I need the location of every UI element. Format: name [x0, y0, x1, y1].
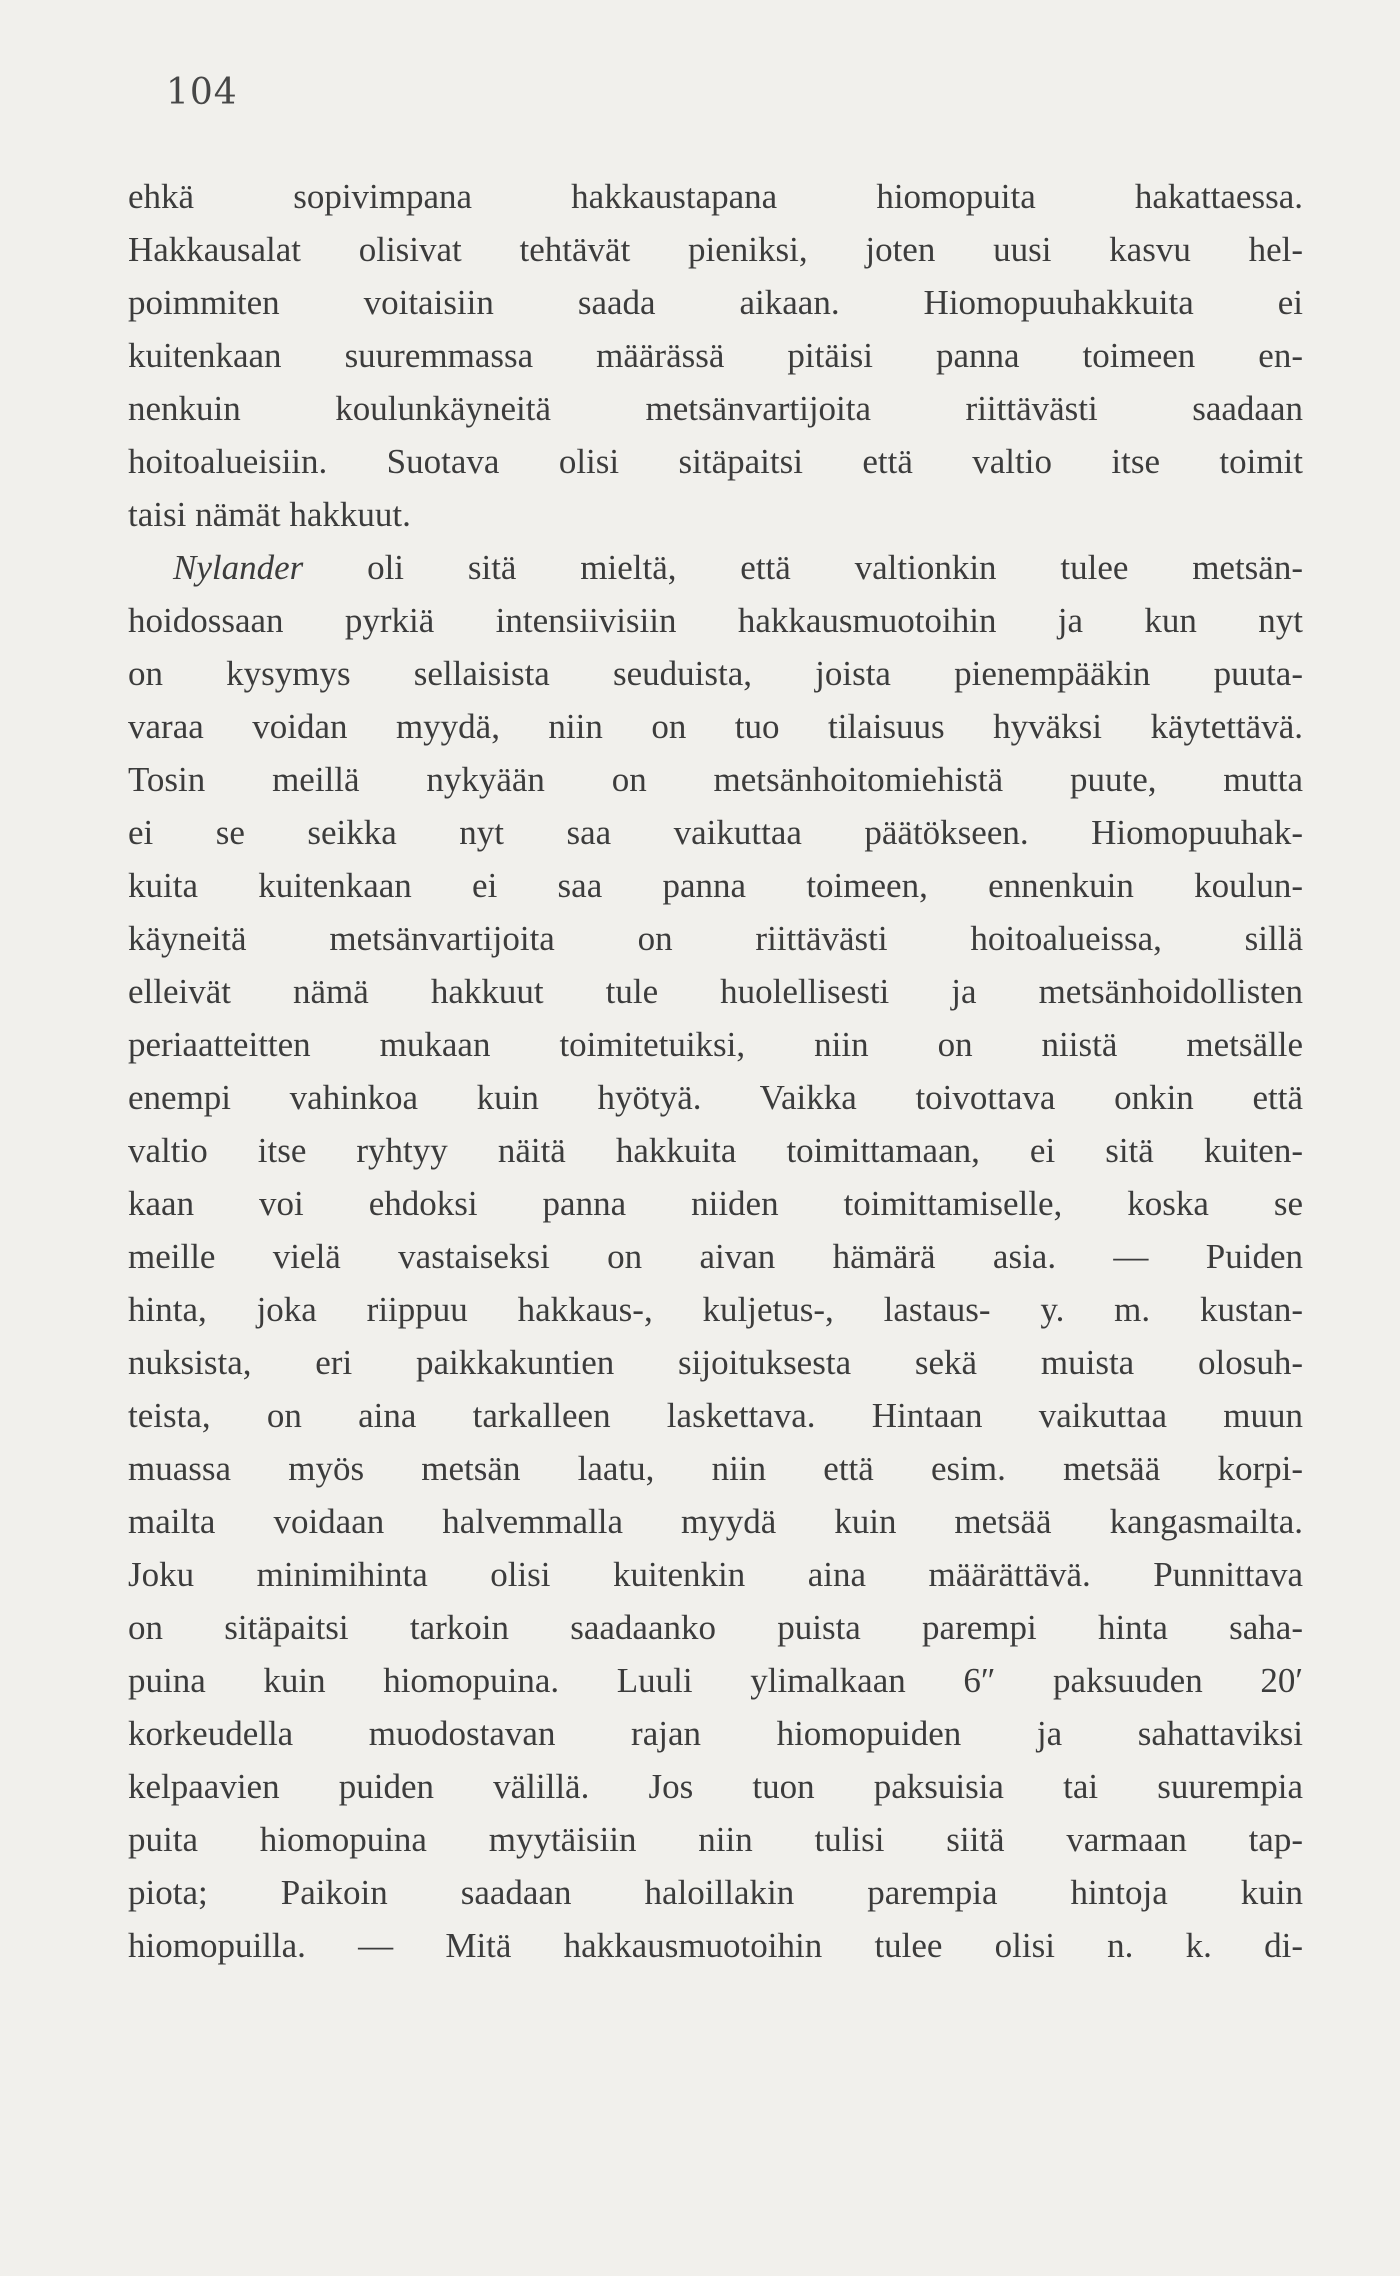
text-line: nenkuin koulunkäyneitä metsänvartijoita riittävästi saadaan [128, 389, 1303, 428]
text-line: taisi nämät hakkuut. [128, 495, 411, 534]
text-line: varaa voidan myydä, niin on tuo tilaisuus hyväksi käytettävä. [128, 707, 1303, 746]
text-line: puina kuin hiomopuina. Luuli ylimalkaan 6″ paksuuden 20′ [128, 1661, 1303, 1700]
text-line: muassa myös metsän laatu, niin että esim. metsää korpi- [128, 1449, 1303, 1488]
body-text [128, 170, 1303, 1972]
text-line: kuita kuitenkaan ei saa panna toimeen, ennenkuin koulun- [128, 866, 1303, 905]
text-line: Joku minimihinta olisi kuitenkin aina määrättävä. Punnittava [128, 1555, 1303, 1594]
text-line: nuksista, eri paikkakuntien sijoituksesta sekä muista olosuh- [128, 1343, 1303, 1382]
page-number: 104 [166, 72, 238, 113]
text-line: käyneitä metsänvartijoita on riittävästi hoitoalueissa, sillä [128, 919, 1303, 958]
text-line: mailta voidaan halvemmalla myydä kuin metsää kangasmailta. [128, 1502, 1303, 1541]
text-line-rest: oli sitä mieltä, että valtionkin tulee metsän- [303, 548, 1303, 587]
text-line: ei se seikka nyt saa vaikuttaa päätökseen. Hiomopuuhak- [128, 813, 1303, 852]
speaker-name: Nylander [173, 548, 304, 587]
text-line: kuitenkaan suuremmassa määrässä pitäisi panna toimeen en- [128, 336, 1303, 375]
paragraph-start-line [128, 541, 1303, 594]
text-line: piota; Paikoin saadaan haloillakin parempia hintoja kuin [128, 1873, 1303, 1912]
text-line: on sitäpaitsi tarkoin saadaanko puista parempi hinta saha- [128, 1608, 1303, 1647]
text-line: enempi vahinkoa kuin hyötyä. Vaikka toivottava onkin että [128, 1078, 1303, 1117]
text-line: teista, on aina tarkalleen laskettava. Hintaan vaikuttaa muun [128, 1396, 1303, 1435]
text-line: hoidossaan pyrkiä intensiivisiin hakkausmuotoihin ja kun nyt [128, 601, 1303, 640]
text-line: ehkä sopivimpana hakkaustapana hiomopuita hakattaessa. [128, 177, 1303, 216]
text-line: kelpaavien puiden välillä. Jos tuon paksuisia tai suurempia [128, 1767, 1303, 1806]
text-line: korkeudella muodostavan rajan hiomopuiden ja sahattaviksi [128, 1714, 1303, 1753]
text-line: meille vielä vastaiseksi on aivan hämärä asia. — Puiden [128, 1237, 1303, 1276]
text-line: puita hiomopuina myytäisiin niin tulisi siitä varmaan tap- [128, 1820, 1303, 1859]
text-line: on kysymys sellaisista seuduista, joista pienempääkin puuta- [128, 654, 1303, 693]
text-line: hiomopuilla. — Mitä hakkausmuotoihin tulee olisi n. k. di- [128, 1926, 1303, 1965]
text-line: elleivät nämä hakkuut tule huolellisesti ja metsänhoidollisten [128, 972, 1303, 1011]
text-line: hinta, joka riippuu hakkaus-, kuljetus-, lastaus- y. m. kustan- [128, 1290, 1303, 1329]
text-line: periaatteitten mukaan toimitetuiksi, niin on niistä metsälle [128, 1025, 1303, 1064]
text-line: Tosin meillä nykyään on metsänhoitomiehistä puute, mutta [128, 760, 1303, 799]
text-line: Hakkausalat olisivat tehtävät pieniksi, joten uusi kasvu hel- [128, 230, 1303, 269]
text-line: valtio itse ryhtyy näitä hakkuita toimittamaan, ei sitä kuiten- [128, 1131, 1303, 1170]
text-line: kaan voi ehdoksi panna niiden toimittamiselle, koska se [128, 1184, 1303, 1223]
text-line: poimmiten voitaisiin saada aikaan. Hiomopuuhakkuita ei [128, 283, 1303, 322]
text-line: hoitoalueisiin. Suotava olisi sitäpaitsi että valtio itse toimit [128, 442, 1303, 481]
